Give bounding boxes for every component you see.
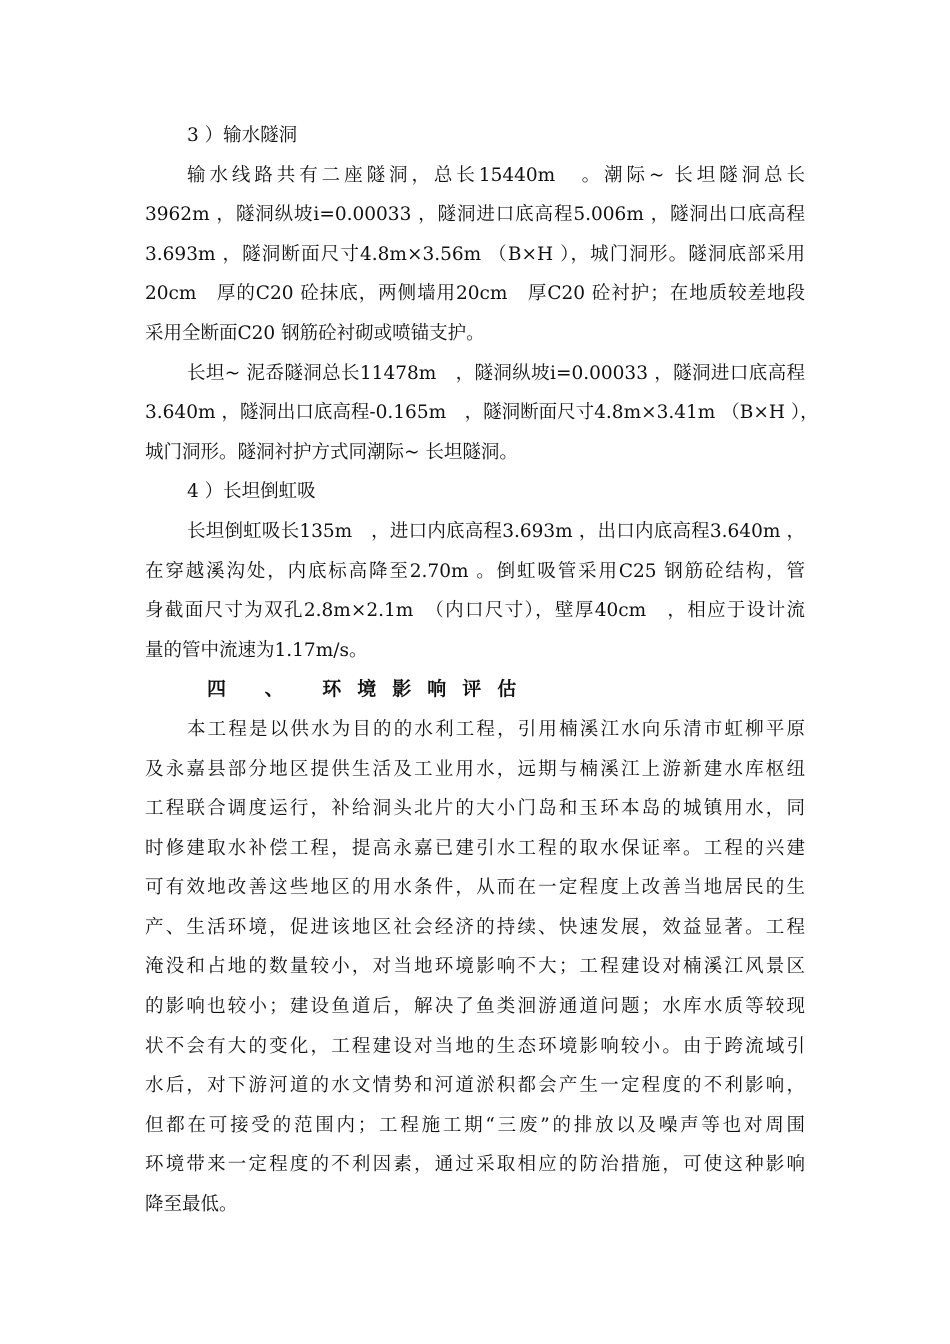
text-line: 工程联合调度运行，补给洞头北片的大小门岛和玉环本岛的城镇用水，同 (145, 798, 805, 820)
text-line: 长坦倒虹吸长135m ，进口内底高程3.693m ，出口内底高程3.640m ， (187, 520, 805, 542)
chapter-title: 四 、 环境影响评估 (207, 678, 533, 701)
text-line: 本工程是以供水为目的的水利工程，引用楠溪江水向乐清市虹柳平原 (187, 718, 805, 740)
text-line: 的影响也较小；建设鱼道后，解决了鱼类洄游通道问题；水库水质等较现 (145, 996, 805, 1018)
text-line: 输水线路共有二座隧洞，总长15440m 。潮际~ 长坦隧洞总长 (187, 164, 805, 186)
section-heading-tunnel: 3 ）输水隧洞 (187, 125, 298, 146)
text-line: 3.693m ，隧洞断面尺寸4.8m×3.56m （B×H ），城门洞形。隧洞底部采用 (145, 243, 805, 265)
text-line: 长坦~ 泥岙隧洞总长11478m ，隧洞纵坡i=0.00033 ，隧洞进口底高程 (187, 362, 805, 384)
text-line: 状不会有大的变化，工程建设对当地的生态环境影响较小。由于跨流域引 (145, 1035, 805, 1057)
text-line: 身截面尺寸为双孔2.8m×2.1m （内口尺寸），壁厚40cm ，相应于设计流 (145, 600, 805, 622)
paragraph-tunnel-1 (145, 156, 805, 354)
text-line: 20cm 厚的C20 砼抹底，两侧墙用20cm 厚C20 砼衬护；在地质较差地段 (145, 283, 805, 305)
text-line: 量的管中流速为1.17m/s。 (145, 639, 368, 661)
paragraph-environment (145, 710, 805, 1225)
text-line: 城门洞形。隧洞衬护方式同潮际~ 长坦隧洞。 (145, 441, 518, 463)
paragraph-siphon (145, 512, 805, 670)
paragraph-tunnel-2 (145, 354, 819, 473)
text-line: 采用全断面C20 钢筋砼衬砌或喷锚支护。 (145, 322, 485, 344)
text-line: 3962m ，隧洞纵坡i=0.00033 ，隧洞进口底高程5.006m ，隧洞出口底高程 (145, 204, 805, 226)
text-line: 环境带来一定程度的不利因素，通过采取相应的防治措施，可使这种影响 (145, 1154, 805, 1176)
text-line: 时修建取水补偿工程，提高永嘉已建引水工程的取水保证率。工程的兴建 (145, 837, 805, 859)
text-line: 3.640m ，隧洞出口底高程-0.165m ，隧洞断面尺寸4.8m×3.41m （B×H ）， (145, 402, 819, 424)
text-line: 产、生活环境，促进该地区社会经济的持续、快速发展，效益显著。工程 (145, 916, 805, 938)
document-page (145, 116, 819, 1225)
text-line: 降至最低。 (145, 1194, 238, 1216)
text-line: 水后，对下游河道的水文情势和河道淤积都会产生一定程度的不利影响， (145, 1075, 805, 1097)
text-line: 淹没和占地的数量较小，对当地环境影响不大；工程建设对楠溪江风景区 (145, 956, 805, 978)
text-line: 在穿越溪沟处，内底标高降至2.70m 。倒虹吸管采用C25 钢筋砼结构，管 (145, 560, 805, 582)
text-line: 及永嘉县部分地区提供生活及工业用水，远期与楠溪江上游新建水库枢纽 (145, 758, 805, 780)
text-line: 但都在可接受的范围内；工程施工期“三废”的排放以及噪声等也对周围 (145, 1114, 805, 1136)
text-line: 可有效地改善这些地区的用水条件，从而在一定程度上改善当地居民的生 (145, 877, 805, 899)
section-heading-siphon: 4 ）长坦倒虹吸 (187, 481, 316, 503)
